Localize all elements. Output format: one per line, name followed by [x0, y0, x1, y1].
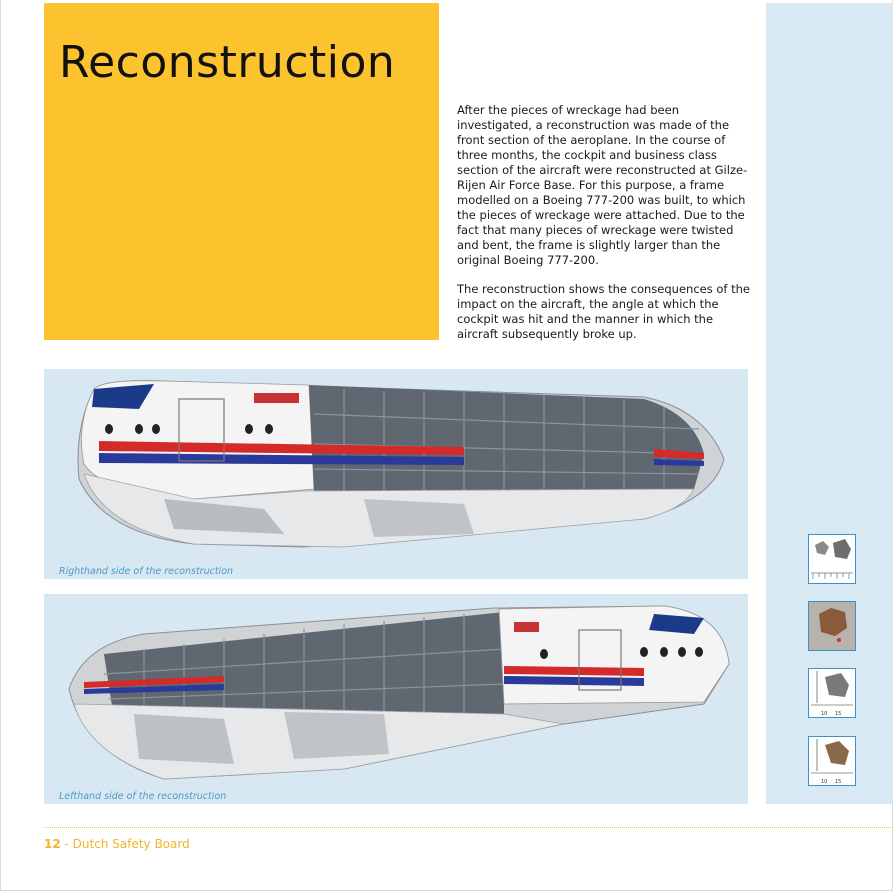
- fragment-image: [809, 737, 855, 785]
- fragment-thumbnail-4: [808, 736, 856, 786]
- footer-separator: -: [60, 837, 73, 851]
- fuselage-right-image: [44, 369, 748, 579]
- fragment-image: [809, 602, 855, 650]
- intro-paragraph-1: After the pieces of wreckage had been investigated, a reconstruction was made of the front section of the aeroplane. In the course of three months, the cockpit and business class section of the aircraft were reconstructed at Gilze-Rijen Air Force Base. For this purpose, a frame modelled on a Boeing 777-200 was built, to which the pieces of wreckage were attached. Due to the fact that many pieces of wreckage were twisted and bent, the frame is slightly larger than the original Boeing 777-200.: [457, 103, 748, 267]
- footer-divider: [44, 827, 893, 828]
- fuselage-left-image: [44, 594, 748, 804]
- ruler-label: 10: [821, 779, 828, 785]
- page-number: 12: [44, 837, 61, 851]
- photo-caption: Lefthand side of the reconstruction: [59, 791, 227, 802]
- ruler-label: 15: [835, 779, 842, 785]
- footer: [44, 837, 190, 851]
- fragment-thumbnail-2: [808, 601, 856, 651]
- photo-righthand-side: [44, 369, 748, 579]
- intro-paragraph-2: The reconstruction shows the consequences of the impact on the aircraft, the angle at which the cockpit was hit and the manner in which the aircraft subsequently broke up.: [457, 282, 750, 341]
- photo-lefthand-side: [44, 594, 748, 804]
- page-title: Reconstruction: [59, 37, 396, 88]
- fragment-thumbnail-3: [808, 668, 856, 718]
- photo-caption: Righthand side of the reconstruction: [59, 566, 234, 577]
- fragment-thumbnail-1: [808, 534, 856, 584]
- fragment-image: [809, 535, 855, 583]
- title-block: [44, 3, 439, 340]
- fragment-image: [809, 669, 855, 717]
- publication-name: Dutch Safety Board: [72, 837, 190, 851]
- ruler-label: 15: [835, 711, 842, 717]
- ruler-label: 10: [821, 711, 828, 717]
- intro-text: [457, 103, 755, 356]
